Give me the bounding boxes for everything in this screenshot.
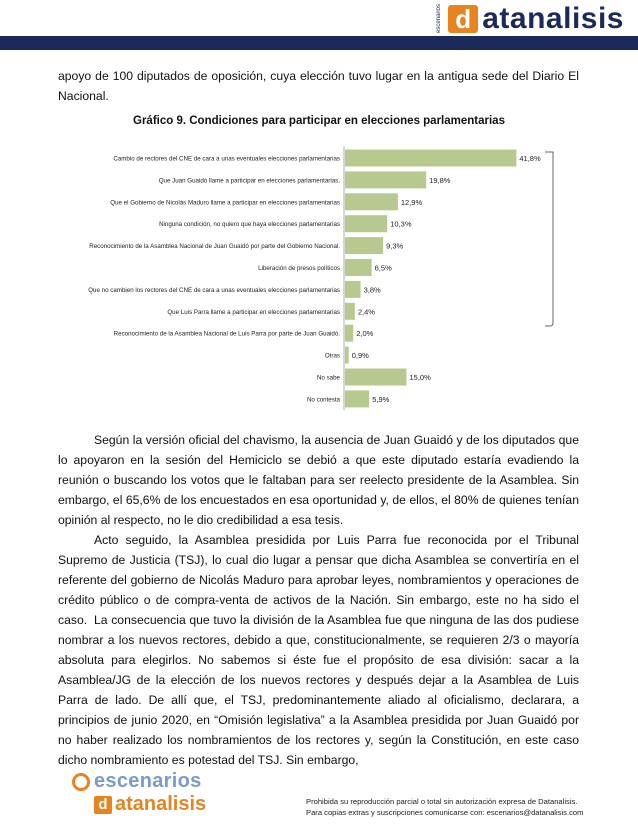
category-label: Que no cambien los rectores del CNE de cara a unas eventuales elecciones parlamentarias [88, 286, 340, 294]
paragraph-3: La consecuencia que tuvo la división de la Asamblea fue que ninguna de las dos pudiese nombrar a los nuevos rectores, debido a que, constitucionalmente, se requieren 2/3 o mayoría absoluta para elegirlos. No sabemos si éste fue el propósito de esa división: sacar a la Asamblea/JG de la elección de los nuevos rectores y después dejar a la Asamblea de Luis Parra de lado. De allí que, el TSJ, predominantemente aliado al oficialismo, declarara, a principios de junio 2020, en “Omisión legislativa” a la Asamblea presidida por Juan Guaidó por no haber realizado los nombramientos de los rectores y, según la Constitución, en este caso dicho nombramiento es potestad del TSJ. Sin embargo, [58, 613, 579, 767]
bar-value-label: 6,5% [374, 263, 392, 273]
bar-value-label: 2,4% [357, 307, 375, 317]
bar [345, 325, 353, 342]
logo-wordmark: atanalisis [482, 2, 624, 35]
bar [345, 303, 355, 320]
bar-value-label: 12,9% [400, 197, 423, 207]
category-label: Ninguna condición, no quiero que haya elecciones parlamentarias [159, 221, 340, 229]
footer-note [306, 796, 606, 818]
category-label: Reconocimiento de la Asamblea Nacional de Juan Guaidó por parte del Gobierno Nacional. [89, 243, 340, 251]
bar [345, 215, 387, 232]
header-band [0, 36, 638, 50]
datanalisis-logo [436, 0, 624, 38]
bar [345, 193, 398, 210]
chart-frame-bracket [545, 152, 553, 326]
footer-note-line-1: Prohibida su reproducción parcial o total sin autorización expresa de Datanalisis. [306, 797, 578, 806]
footer-logo-escenarios: escenarios [94, 770, 202, 792]
bar-value-label: 41,8% [519, 154, 541, 163]
bar-value-label: 15,0% [409, 373, 431, 382]
intro-paragraph: apoyo de 100 diputados de oposición, cuya elección tuvo lugar en la antigua sede del Diario El Nacional. [58, 69, 579, 103]
paragraph-1: Según la versión oficial del chavismo, la ausencia de Juan Guaidó y de los diputados que lo apoyaron en la sesión del Hemiciclo se debió a que este diputado estaría evadiendo la reunión o buscando los votos que le faltaban para ser reelecto presidente de la Asamblea. Sin embargo, el 65,6% de los encuestados en esa oportunidad y, de ellos, el 80% de quienes tenían opinión al respecto, no le dio credibilidad a esa tesis. [58, 433, 579, 527]
footer-logo-atanalisis: atanalisis [115, 793, 207, 815]
paragraph-2: Acto seguido, la Asamblea presidida por Luis Parra fue reconocida por el Tribunal Supremo de Justicia (TSJ), lo cual dio lugar a pensar que dicha Asamblea se convertiría en el referente del gobierno de Nicolás Maduro para aprobar leyes, nombramientos y operaciones de crédito público o de compra-venta de activos de la Nación. Sin embargo, este no ha sido el caso. [58, 533, 579, 627]
bar [345, 390, 369, 407]
category-label: Que el Gobierno de Nicolás Maduro llame a participar en elecciones parlamentarias [110, 199, 340, 207]
bar [345, 347, 349, 364]
escenarios-datanalisis-logo [72, 770, 242, 818]
category-label: Cambio de rectores del CNE de cara a unas eventuales elecciones parlamentarias [113, 155, 340, 163]
logo-small-text: escenarios [436, 4, 443, 34]
bar-value-label: 19,8% [429, 175, 451, 185]
bar-value-label: 5,9% [372, 394, 390, 404]
bar-value-label: 3,8% [363, 285, 381, 295]
bar [345, 259, 372, 276]
bar-value-label: 9,3% [386, 241, 404, 251]
page-header [0, 0, 638, 50]
category-label: Reconocimiento de la Asamblea Nacional de Luis Parra por parte de Juan Guaidó. [113, 330, 340, 338]
category-label: Otras [324, 352, 340, 360]
category-label: No contesta [306, 396, 340, 404]
category-label: Que Luis Parra llame a participar en elecciones parlamentarias [167, 308, 340, 316]
chart-title: Gráfico 9. Condiciones para participar en elecciones parlamentarias [133, 115, 505, 127]
category-label: Que Juan Guaidó llame a participar en elecciones parlamentarias. [158, 177, 340, 185]
bar-chart [0, 140, 638, 420]
category-label: Liberación de presos políticos [258, 265, 340, 272]
category-label: No sabe [316, 374, 340, 382]
bar-value-label: 0,9% [351, 351, 369, 361]
bar [345, 237, 383, 254]
bar [345, 171, 426, 188]
bar-value-label: 2,0% [356, 329, 374, 339]
logo-d-mark: d [448, 5, 478, 33]
bar [345, 150, 516, 167]
bar [345, 281, 361, 298]
bar [345, 369, 407, 386]
footer-note-line-2: Para copias extras y suscripciones comunicarse con: escenarios@datanalisis.com [306, 808, 584, 817]
logo-swirl-icon [72, 773, 90, 791]
footer-logo-d-mark: d [94, 796, 112, 814]
bar-value-label: 10,3% [390, 219, 412, 229]
